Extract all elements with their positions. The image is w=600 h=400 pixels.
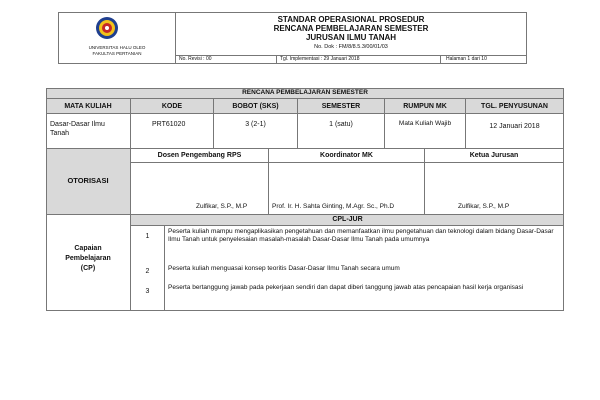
cp-item-number: 1 <box>145 233 150 240</box>
rps-section-title: RENCANA PEMBELAJARAN SEMESTER <box>242 89 368 96</box>
course-cluster: Mata Kuliah Wajib <box>398 120 452 127</box>
col-kode: KODE <box>161 103 183 110</box>
cp-label-line1: Capaian <box>74 245 102 252</box>
faculty-name: FAKULTAS PERTANIAN <box>92 51 142 56</box>
compilation-date: 12 Januari 2018 <box>489 123 540 130</box>
role-head-of-department: Ketua Jurusan <box>469 152 519 159</box>
cp-label-line2: Pembelajaran <box>65 255 111 262</box>
page-indicator: Halaman 1 dari 10 <box>446 56 487 62</box>
department-title: JURUSAN ILMU TANAH <box>305 33 397 42</box>
role-course-coordinator: Koordinator MK <box>320 152 373 159</box>
course-name-line2: Tanah <box>50 130 70 137</box>
signatory-rps-developer: Zulfikar, S.P., M.P <box>196 203 248 210</box>
course-name-line1: Dasar-Dasar Ilmu <box>50 121 105 128</box>
document-number: No. Dok : FM/8/8.5.3/00/01/03 <box>314 44 388 50</box>
course-semester: 1 (satu) <box>329 121 353 128</box>
cp-item-text: Peserta kuliah menguasai konsep teoritis Dasar-Dasar Ilmu Tanah secara umum <box>168 265 400 272</box>
cp-item-number: 2 <box>145 268 150 275</box>
cp-item-text: Peserta bertanggung jawab pada pekerjaan sendiri dan dapat diberi tanggung jawab atas pencapaian hasil kerja organisasi <box>168 284 524 291</box>
cpl-jur-header: CPL-JUR <box>332 216 363 223</box>
cp-label-line3: (CP) <box>80 265 96 272</box>
course-code: PRT61020 <box>152 121 186 128</box>
col-rumpun-mk: RUMPUN MK <box>403 103 447 110</box>
col-semester: SEMESTER <box>321 103 361 110</box>
signatory-head-of-department: Zulfikar, S.P., M.P <box>458 203 510 210</box>
sop-title: STANDAR OPERASIONAL PROSEDUR <box>277 15 425 24</box>
course-credits: 3 (2-1) <box>245 121 266 128</box>
university-name: UNIVERSITAS HALU OLEO <box>88 45 146 50</box>
university-logo-icon <box>95 16 119 40</box>
col-tgl-penyusunan: TGL. PENYUSUNAN <box>481 103 548 110</box>
signatory-course-coordinator: Prof. Ir. H. Sahta Ginting, M.Agr. Sc., Ph.D <box>272 203 395 210</box>
authorization-label: OTORISASI <box>67 176 109 185</box>
revision-number: No. Revisi : 00 <box>179 56 212 62</box>
implementation-date: Tgl. Implementasi : 29 Januari 2018 <box>280 56 360 62</box>
col-mata-kuliah: MATA KULIAH <box>64 103 112 110</box>
rps-title: RENCANA PEMBELAJARAN SEMESTER <box>273 24 429 33</box>
cp-item-text: Peserta kuliah mampu mengaplikasikan pengetahuan dan memanfaatkan ilmu pengetahuan dan teknologi dalam bidang Dasar-Dasar Ilmu Tanah untuk penyelesaian masalah-masalah Dasar-Dasar Ilmu Tanah pada umumnya <box>168 228 554 244</box>
role-rps-developer: Dosen Pengembang RPS <box>157 152 242 159</box>
col-bobot: BOBOT (SKS) <box>232 103 279 110</box>
cp-item-number: 3 <box>145 288 150 295</box>
